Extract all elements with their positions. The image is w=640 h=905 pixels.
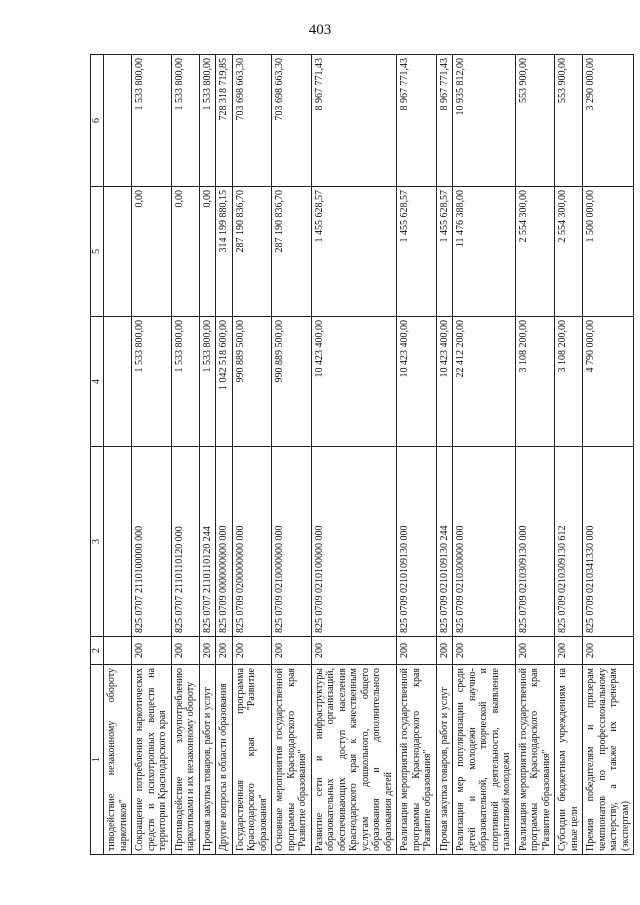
row-description: Другие вопросы в области образования [216,665,233,855]
table-row [104,55,132,855]
table-row [583,55,634,855]
table-row [272,55,312,855]
row-description: Противодействие злоупотреблению наркотиками и их незаконному обороту [171,665,199,855]
row-description: тиводействие незаконному обороту наркотиков" [104,665,132,855]
row-description: Прочая закупка товаров, работ и услуг [199,665,216,855]
row-planned-amount: 1 533 800,00 [132,317,172,447]
row-code: 200 [199,637,216,665]
row-remaining-amount: 703 698 663,30 [272,55,312,187]
row-planned-amount: 1 533 800,00 [199,317,216,447]
row-budget-classification: 825 0709 0210300000 000 [453,447,516,637]
row-planned-amount: 990 889 500,00 [232,317,272,447]
row-description: Реализация мероприятий государственной программы Краснодарского края "Развитие образования" [397,665,437,855]
row-planned-amount: 10 423 400,00 [436,317,453,447]
table-row [555,55,583,855]
table-row [436,55,453,855]
row-executed-amount: 287 190 836,70 [232,187,272,317]
header-col-1: 1 [91,665,104,855]
row-remaining-amount: 8 967 771,43 [397,55,437,187]
row-budget-classification [104,447,132,637]
row-budget-classification: 825 0709 0210341330 000 [583,447,634,637]
row-description: Реализация мер популяризации среди детей и молодежи научно-образовательной, творческой и спортивной деятельности, выявление талантливой молодежи [453,665,516,855]
row-budget-classification: 825 0709 0210109130 000 [397,447,437,637]
row-planned-amount: 1 042 518 600,00 [216,317,233,447]
row-executed-amount: 287 190 836,70 [272,187,312,317]
row-planned-amount: 990 889 500,00 [272,317,312,447]
row-code: 200 [397,637,437,665]
page-number: 403 [308,22,332,38]
row-executed-amount: 1 455 628,57 [436,187,453,317]
row-description: Прочая закупка товаров, работ и услуг [436,665,453,855]
row-budget-classification: 825 0709 0210309130 000 [515,447,555,637]
row-budget-classification: 825 0709 0200000000 000 [232,447,272,637]
row-planned-amount: 1 533 800,00 [171,317,199,447]
row-planned-amount: 3 108 200,00 [555,317,583,447]
row-executed-amount: 1 455 628,57 [397,187,437,317]
header-col-6: 6 [91,55,104,187]
row-remaining-amount: 703 698 663,30 [232,55,272,187]
row-remaining-amount: 10 935 812,00 [453,55,516,187]
table-row [132,55,172,855]
row-description: Сокращение потребления наркотических средств и психотропных веществ на территории Краснодарского края [132,665,172,855]
row-remaining-amount: 8 967 771,43 [436,55,453,187]
row-planned-amount: 3 108 200,00 [515,317,555,447]
row-description: Развитие сети и инфраструктуры образовательных организаций, обеспечивающих доступ населения Краснодарского края к качественным услугам дошкольного, общего образования и дополнительного образования детей [311,665,397,855]
row-code: 200 [132,637,172,665]
row-executed-amount: 2 554 300,00 [515,187,555,317]
row-code: 200 [436,637,453,665]
row-code: 200 [453,637,516,665]
table-row [199,55,216,855]
row-budget-classification: 825 0707 2110110120 000 [171,447,199,637]
row-code: 200 [583,637,634,665]
row-code: 200 [272,637,312,665]
row-budget-classification: 825 0707 2110100000 000 [132,447,172,637]
row-planned-amount: 10 423 400,00 [311,317,397,447]
row-planned-amount: 10 423 400,00 [397,317,437,447]
row-code: 200 [216,637,233,665]
row-remaining-amount: 3 290 000,00 [583,55,634,187]
row-executed-amount: 1 455 628,57 [311,187,397,317]
row-remaining-amount: 553 900,00 [515,55,555,187]
row-code: 200 [232,637,272,665]
row-budget-classification: 825 0709 0210309130 612 [555,447,583,637]
row-executed-amount: 314 199 880,15 [216,187,233,317]
header-col-3: 3 [91,447,104,637]
row-description: Основные мероприятия государственной программы Краснодарского края "Развитие образования" [272,665,312,855]
row-budget-classification: 825 0707 2110110120 244 [199,447,216,637]
row-description: Государственная программа Краснодарского края "Развитие образования" [232,665,272,855]
row-executed-amount: 0,00 [171,187,199,317]
budget-table [90,54,634,855]
row-executed-amount: 1 500 000,00 [583,187,634,317]
row-budget-classification: 825 0709 0210109130 244 [436,447,453,637]
table-row [232,55,272,855]
row-remaining-amount: 8 967 771,43 [311,55,397,187]
row-remaining-amount [104,55,132,187]
header-col-4: 4 [91,317,104,447]
row-executed-amount: 11 476 388,00 [453,187,516,317]
table-row [216,55,233,855]
row-budget-classification: 825 0709 0000000000 000 [216,447,233,637]
table-header-row [91,55,104,855]
row-code: 200 [515,637,555,665]
row-executed-amount [104,187,132,317]
row-description: Субсидии бюджетным учреждениям на иные цели [555,665,583,855]
row-code [104,637,132,665]
row-remaining-amount: 1 533 800,00 [199,55,216,187]
table-row [397,55,437,855]
header-col-2: 2 [91,637,104,665]
table-row [171,55,199,855]
row-remaining-amount: 1 533 800,00 [132,55,172,187]
table-row [515,55,555,855]
budget-table-container [90,55,631,855]
row-description: Реализация мероприятий государственной программы Краснодарского края "Развитие образования" [515,665,555,855]
row-remaining-amount: 728 318 719,85 [216,55,233,187]
row-code: 200 [311,637,397,665]
row-remaining-amount: 553 900,00 [555,55,583,187]
row-planned-amount: 4 790 000,00 [583,317,634,447]
table-row [311,55,397,855]
table-row [453,55,516,855]
row-code: 200 [555,637,583,665]
row-budget-classification: 825 0709 0210100000 000 [311,447,397,637]
row-executed-amount: 0,00 [199,187,216,317]
row-planned-amount [104,317,132,447]
row-code: 200 [171,637,199,665]
row-planned-amount: 22 412 200,00 [453,317,516,447]
row-description: Премия победителям и призерам чемпионатов по профессиональному мастерству, а также их тренерам (экспертам) [583,665,634,855]
row-remaining-amount: 1 533 800,00 [171,55,199,187]
row-executed-amount: 2 554 300,00 [555,187,583,317]
row-budget-classification: 825 0709 0210000000 000 [272,447,312,637]
row-executed-amount: 0,00 [132,187,172,317]
header-col-5: 5 [91,187,104,317]
